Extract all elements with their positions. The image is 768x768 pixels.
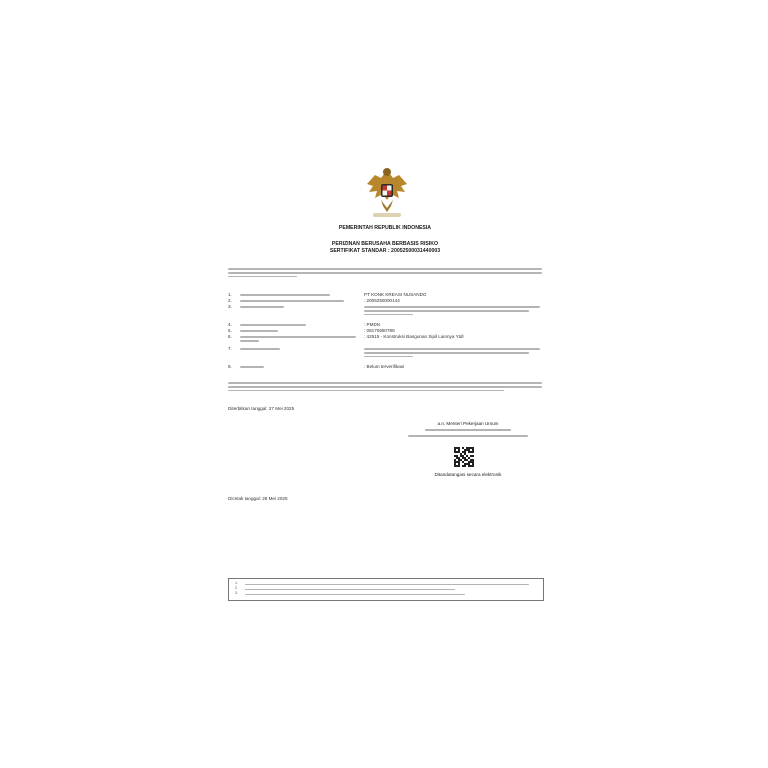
footnote-item: 2.: [235, 586, 535, 591]
certificate-number: SERTIFIKAT STANDAR : 20052500031440003: [329, 248, 441, 254]
intro-paragraph: [228, 266, 542, 280]
field-value: : 2005250000144: [364, 298, 400, 303]
issued-date: Diterbitkan tanggal: 27 Mei 2025: [228, 406, 295, 411]
field-label: [240, 346, 280, 352]
field-number: 1.: [228, 292, 232, 297]
field-label: [240, 334, 356, 344]
field-value: : PMDN: [364, 322, 381, 327]
signature-line-1: a.n. Menteri Pekerjaan Umum: [437, 421, 499, 426]
field-label: [240, 364, 264, 370]
footnote-box: [228, 578, 544, 601]
document-title: PERIZINAN BERUSAHA BERBASIS RISIKO: [331, 241, 439, 247]
field-number: 3.: [228, 304, 232, 309]
field-value: : 08170650788: [364, 328, 395, 333]
printed-date: Dicetak tanggal: 28 Mei 2025: [228, 496, 288, 501]
field-value: : Belum terverifikasi: [364, 364, 405, 369]
field-number: 4.: [228, 322, 232, 327]
garuda-emblem-icon: [365, 164, 409, 220]
field-number: 2.: [228, 298, 232, 303]
attachment-paragraph: [228, 380, 542, 394]
qr-module: [472, 465, 474, 467]
footnote-item: 1.: [235, 581, 535, 586]
field-number: 6.: [228, 334, 232, 339]
field-value-lines: [364, 304, 540, 318]
field-number: 5.: [228, 328, 232, 333]
certificate-page: [222, 150, 548, 620]
field-value-lines: [364, 346, 540, 360]
signature-line-3: [398, 433, 538, 439]
qr-code: [454, 447, 474, 467]
signed-electronically-label: Ditandatangani secara elektronik: [434, 472, 502, 477]
government-heading: PEMERINTAH REPUBLIK INDONESIA: [338, 225, 432, 231]
field-value: : 42515 - Konstruksi Bangunan Sipil Lainnya Ytdl: [364, 334, 464, 339]
field-number: 7.: [228, 346, 232, 351]
footnote-item: 3.: [235, 591, 535, 596]
field-number: 8.: [228, 364, 232, 369]
field-label: [240, 304, 284, 310]
field-value: PT KONK KREASI NUSANDO: [364, 292, 427, 297]
